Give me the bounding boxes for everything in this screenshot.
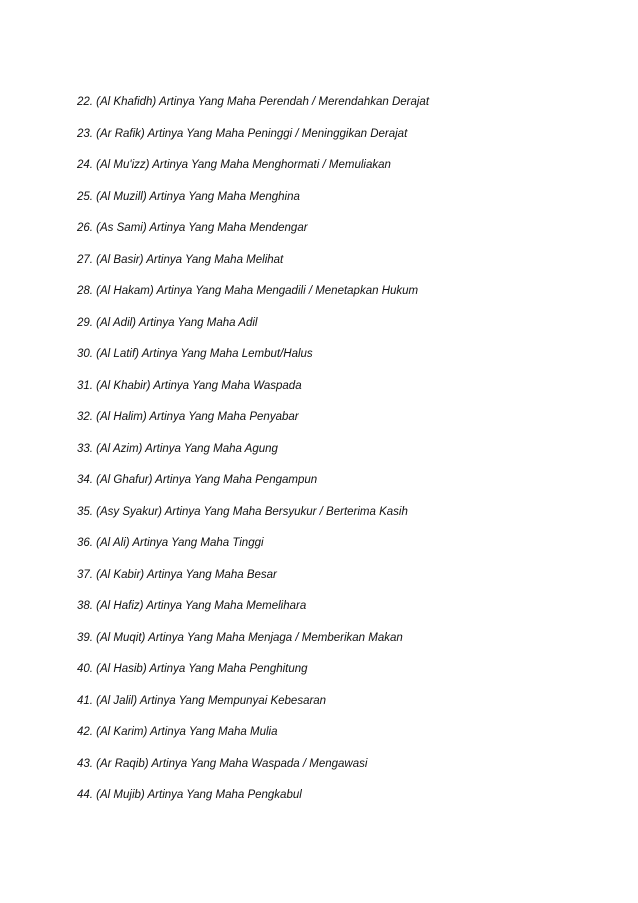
list-item: 30. (Al Latif) Artinya Yang Maha Lembut/Halus: [77, 348, 313, 360]
list-item: 41. (Al Jalil) Artinya Yang Mempunyai Kebesaran: [77, 694, 327, 707]
list-item: 37. (Al Kabir) Artinya Yang Maha Besar: [77, 568, 277, 581]
list-item: 23. (Ar Rafik) Artinya Yang Maha Peninggi / Meninggikan Derajat: [77, 127, 408, 140]
asmaul-husna-list: [77, 95, 429, 820]
list-item: 43. (Ar Raqib) Artinya Yang Maha Waspada / Mengawasi: [77, 757, 368, 770]
list-item: 33. (Al Azim) Artinya Yang Maha Agung: [77, 442, 278, 455]
list-item: 31. (Al Khabir) Artinya Yang Maha Waspada: [77, 379, 302, 392]
list-item: 29. (Al Adil) Artinya Yang Maha Adil: [77, 316, 258, 329]
list-item: 44. (Al Mujib) Artinya Yang Maha Pengkabul: [77, 789, 302, 801]
list-item: 40. (Al Hasib) Artinya Yang Maha Penghitung: [77, 663, 308, 675]
list-item: 22. (Al Khafidh) Artinya Yang Maha Perendah / Merendahkan Derajat: [77, 96, 430, 108]
list-item: 36. (Al Ali) Artinya Yang Maha Tinggi: [77, 537, 264, 549]
list-item: 39. (Al Muqit) Artinya Yang Maha Menjaga / Memberikan Makan: [77, 631, 403, 644]
list-item: 38. (Al Hafiz) Artinya Yang Maha Memelihara: [77, 600, 307, 612]
list-item: 35. (Asy Syakur) Artinya Yang Maha Bersyukur / Berterima Kasih: [77, 505, 408, 518]
list-item: 27. (Al Basir) Artinya Yang Maha Melihat: [77, 253, 284, 266]
list-item: 28. (Al Hakam) Artinya Yang Maha Mengadili / Menetapkan Hukum: [77, 285, 419, 297]
list-item: 26. (As Sami) Artinya Yang Maha Mendengar: [77, 222, 308, 234]
list-item: 32. (Al Halim) Artinya Yang Maha Penyabar: [77, 411, 299, 423]
list-item: 25. (Al Muzill) Artinya Yang Maha Menghina: [77, 190, 300, 203]
list-item: 34. (Al Ghafur) Artinya Yang Maha Pengampun: [77, 474, 318, 486]
list-item: 24. (Al Mu'izz) Artinya Yang Maha Menghormati / Memuliakan: [77, 159, 391, 171]
list-item: 42. (Al Karim) Artinya Yang Maha Mulia: [77, 726, 278, 738]
